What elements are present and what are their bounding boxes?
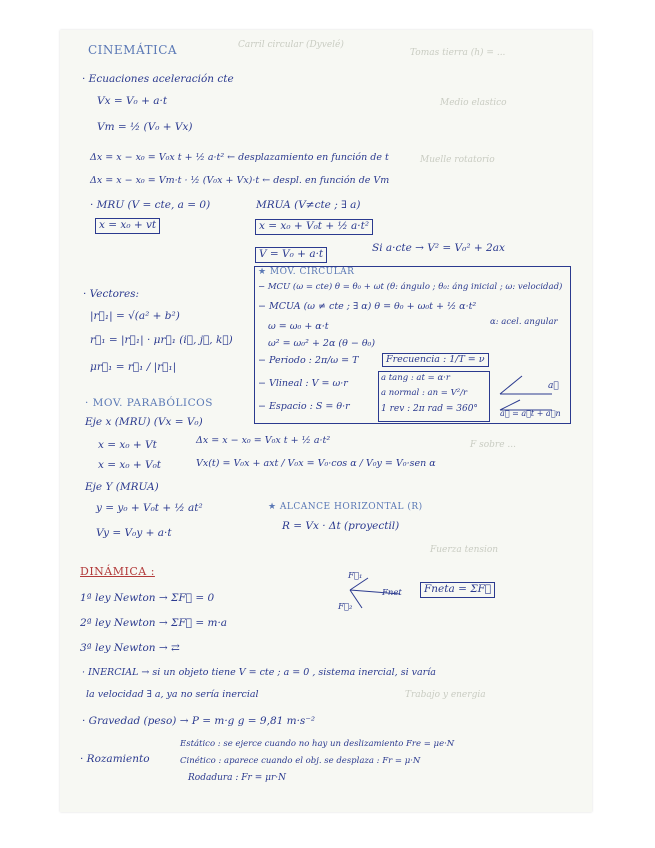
vector-equation: r⃗₁ = |r⃗₁| · μr⃗₁ (i⃗, j⃗, k⃗) xyxy=(90,334,233,346)
range-equation: R = Vx · Δt (proyectil) xyxy=(282,520,400,532)
parabolic-eq: x = x₀ + V₀t xyxy=(98,459,162,471)
mrua-box: x = x₀ + V₀t + ½ a·t² xyxy=(255,219,373,235)
vector-equation: |r⃗₁| = √(a² + b²) xyxy=(90,310,180,322)
inertial-note: la velocidad ∃ a, ya no sería inercial xyxy=(86,689,259,700)
frequency-box: Frecuencia : 1/T = ν xyxy=(382,353,489,367)
friction-line: Estático : se ejerce cuando no hay un deslizamiento Fre = μe·N xyxy=(180,739,455,749)
force-label: F⃗₂ xyxy=(338,602,353,612)
net-force-box: Fneta = ΣF⃗ xyxy=(420,582,495,598)
inertial-note: · INERCIAL → si un objeto tiene V = cte ; a = 0 , sistema inercial, si varía xyxy=(82,667,436,678)
newton-law: 2ª ley Newton → ΣF⃗ = m·a xyxy=(80,617,228,629)
ghost-text: Fuerza tension xyxy=(430,545,499,555)
equation: Vm = ½ (V₀ + Vx) xyxy=(97,121,193,133)
axis-y-heading: Eje Y (MRUA) xyxy=(85,481,159,493)
ghost-text: Tomas tierra (h) = ... xyxy=(410,48,506,58)
circular-line: − MCU (ω = cte) θ = θ₀ + ωt (θ: ángulo ; θ₀: áng inicial ; ω: velocidad) xyxy=(258,282,563,292)
newton-law: 3ª ley Newton → ⇄ xyxy=(80,642,180,654)
circular-line: ω² = ω₀² + 2α (θ − θ₀) xyxy=(268,338,376,349)
section-title-kinematics: CINEMÁTICA xyxy=(88,43,178,57)
friction-line: Rodadura : Fr = μr·N xyxy=(188,773,286,783)
circular-line: − Espacio : S = θ·r xyxy=(258,401,350,412)
axis-x-heading: Eje x (MRU) (Vx = V₀) xyxy=(85,416,203,428)
circular-line: − MCUA (ω ≠ cte ; ∃ α) θ = θ₀ + ω₀t + ½ α·t² xyxy=(258,301,477,312)
parabolic-eq: Vy = V₀y + a·t xyxy=(96,527,172,539)
vectors-heading: · Vectores: xyxy=(83,288,140,300)
mru-box: x = x₀ + vt xyxy=(95,218,160,234)
parabolic-eq: y = y₀ + V₀t + ½ at² xyxy=(96,502,203,514)
ghost-text: Muelle rotatorio xyxy=(420,155,495,165)
ghost-text: Medio elastico xyxy=(440,98,507,108)
gravity-note: · Gravedad (peso) → P = m·g g = 9,81 m·s⁻² xyxy=(82,715,316,727)
circular-title: ★ MOV. CIRCULAR xyxy=(258,267,355,277)
equation: Si a·cte → V² = V₀² + 2ax xyxy=(372,242,505,254)
mrua-heading: MRUA (V≠cte ; ∃ a) xyxy=(256,199,361,211)
newton-law: 1ª ley Newton → ΣF⃗ = 0 xyxy=(80,592,215,604)
ghost-text: F sobre ... xyxy=(470,440,516,450)
ghost-text: Carril circular (Dyvelé) xyxy=(238,40,344,50)
tangential-accel: a tang : at = α·r xyxy=(381,373,450,383)
force-label: F⃗₁ xyxy=(348,571,363,581)
section-title-dynamics: DINÁMICA : xyxy=(80,565,155,578)
force-label: Fnet xyxy=(382,588,402,598)
mru-heading: · MRU (V = cte, a = 0) xyxy=(90,199,211,211)
parabolic-eq: Vx(t) = V₀x + axt / V₀x = V₀·cos α / V₀y = V₀·sen α xyxy=(196,458,436,469)
circular-accel-note: α: acel. angular xyxy=(490,317,558,327)
vector-a-label: a⃗ xyxy=(548,381,559,391)
equation: Δx = x − x₀ = V₀x t + ½ a·t² ← desplazamiento en función de t xyxy=(90,152,389,163)
mrua-box: V = V₀ + a·t xyxy=(255,247,327,263)
parabolic-heading: · MOV. PARABÓLICOS xyxy=(85,397,213,409)
parabolic-eq: Δx = x − x₀ = V₀x t + ½ a·t² xyxy=(196,435,331,446)
equation: Δx = x − x₀ = Vm·t · ½ (V₀x + Vx)·t ← despl. en función de Vm xyxy=(90,175,390,186)
vector-sum-label: a⃗ = a⃗t + a⃗n xyxy=(500,409,561,418)
ghost-text: Trabajo y energia xyxy=(405,690,486,700)
vector-equation: μr⃗₁ = r⃗₁ / |r⃗₁| xyxy=(90,361,177,373)
range-heading: ★ ALCANCE HORIZONTAL (R) xyxy=(268,502,423,512)
normal-accel: a normal : an = V²/r xyxy=(381,388,468,398)
parabolic-eq: x = x₀ + Vt xyxy=(98,439,157,451)
friction-heading: · Rozamiento xyxy=(80,753,150,765)
equation: Vx = V₀ + a·t xyxy=(97,95,168,107)
circular-line: − Vlineal : V = ω·r xyxy=(258,378,348,389)
friction-line: Cinético : aparece cuando el obj. se desplaza : Fr = μ·N xyxy=(180,756,421,766)
revolution-equivalence: 1 rev : 2π rad = 360° xyxy=(381,404,478,414)
subheading-equations: · Ecuaciones aceleración cte xyxy=(82,73,234,85)
circular-line: ω = ω₀ + α·t xyxy=(268,321,329,332)
circular-line: − Periodo : 2π/ω = T xyxy=(258,355,359,366)
